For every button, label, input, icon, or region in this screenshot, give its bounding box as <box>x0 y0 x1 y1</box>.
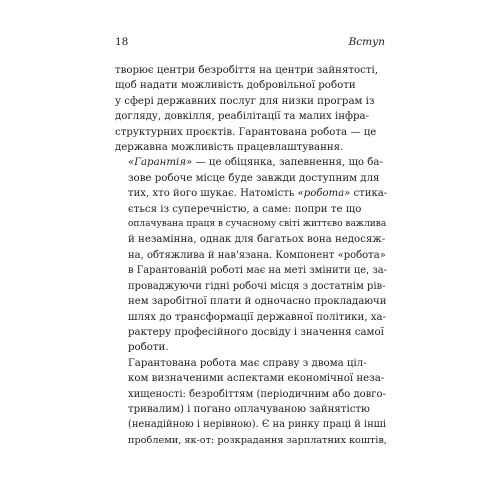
text-line: щоб надати можливість добровільної роботи <box>115 80 356 92</box>
text-line: ком визначеними аспектами економічної неза- <box>128 373 385 385</box>
text-line: й незамінна, однак для багатьох вона недосяж- <box>128 234 386 246</box>
text-line: хищеності: безробіттям (періодичним або довго- <box>128 388 386 400</box>
text-line: державна можливість працевлаштування. <box>115 142 344 154</box>
term-work: «робота» <box>297 188 351 200</box>
text-line: структурних проєктів. Гарантована робота — це <box>115 126 377 138</box>
text-line: Гарантована робота має справу з двома ціл- <box>128 357 367 369</box>
paragraph-1 <box>115 63 387 155</box>
text-line: оплачувана праця в сучасному світі життєво важлива <box>128 219 387 230</box>
text-line: догляду, довкілля, реабілітації та малих інфра- <box>115 111 370 123</box>
paragraph-3 <box>115 356 387 448</box>
text-line: роботи. <box>128 342 169 354</box>
page-number: 18 <box>115 36 129 48</box>
term-guarantee: «Гарантія» <box>128 157 193 169</box>
text-line: проваджуючи гідні робочі місця з достатнім рів- <box>128 280 386 292</box>
text-line: рактеру професійного досвіду і значення самої <box>128 326 384 338</box>
text-line: шлях до трансформації державної політики, ха- <box>128 311 387 323</box>
text-line: у сфері державних послуг для низки програм із <box>115 95 375 107</box>
text-fragment: — це обіцянка, запевнення, що ба- <box>192 157 383 169</box>
text-line: (ненадійною і нерівною). Є на ринку праці й інші <box>128 419 386 431</box>
text-line: тривалим) і погано оплачуваною зайнятістю <box>128 403 370 415</box>
text-line <box>115 186 387 201</box>
paragraph-2 <box>115 155 387 355</box>
text-line: в Гарантованій роботі має на меті змінити це, за- <box>128 265 387 277</box>
text-fragment: тих, хто його шукає. Натомість <box>128 188 298 200</box>
text-line: проблеми, як-от: розкрадання зарплатних коштів, <box>128 434 387 446</box>
body-text <box>115 63 387 448</box>
page-header <box>115 36 385 52</box>
running-head: Вступ <box>348 36 385 48</box>
text-line <box>115 155 387 170</box>
text-line: творює центри безробіття на центри зайнятості, <box>115 65 378 76</box>
text-line: на, обтяжлива й нав'язана. Компонент «робота» <box>128 249 386 261</box>
text-line: зове робоче місце буде завжди доступним для <box>128 172 380 184</box>
text-fragment: стика- <box>350 188 387 200</box>
text-line: ється із суперечністю, а саме: попри те що <box>128 203 362 215</box>
text-line: нем заробітної плати й одночасно прокладаючи <box>128 296 387 308</box>
